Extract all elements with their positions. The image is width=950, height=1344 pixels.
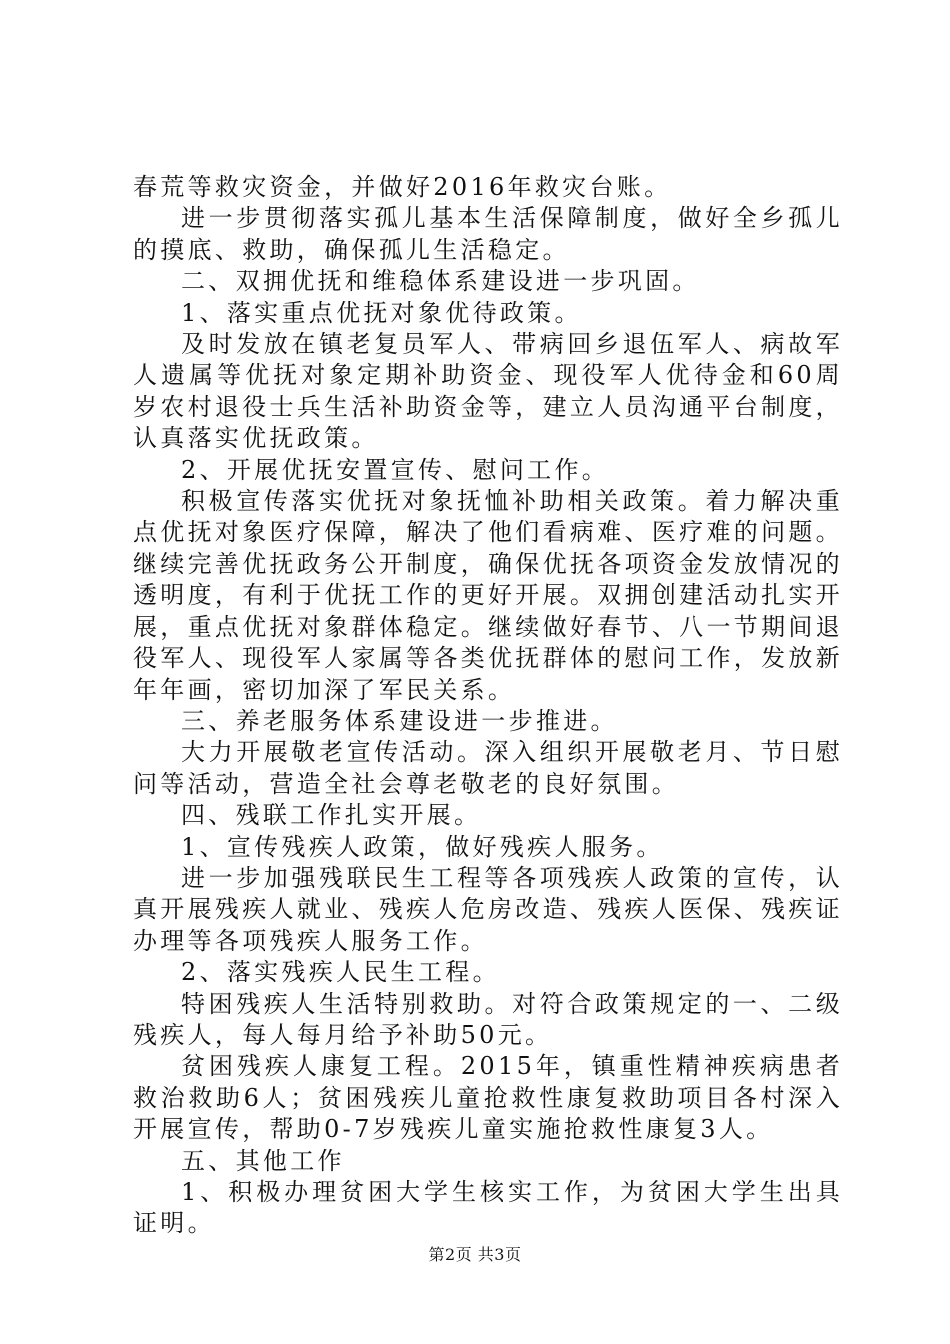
section-heading-5: 五、其他工作: [181, 1146, 345, 1175]
subheading-2-1: 1、落实重点优抚对象优待政策。: [181, 298, 582, 327]
section-heading-3: 三、养老服务体系建设进一步推进。: [181, 706, 618, 735]
paragraph-subsidy-release: 及时发放在镇老复员军人、带病回乡退伍军人、病故军人遗属等优抚对象定期补助资金、现役军人优待金和60周岁农村退役士兵生活补助资金等，建立人员沟通平台制度，认真落实优抚政策。: [133, 330, 843, 453]
paragraph-orphan-support: 进一步贯彻落实孤儿基本生活保障制度，做好全乡孤儿的摸底、救助，确保孤儿生活稳定。: [133, 204, 843, 264]
subheading-5-1: 1、积极办理贫困大学生核实工作，为贫困大学生出具证明。: [133, 1178, 843, 1238]
subheading-4-1: 1、宣传残疾人政策，做好残疾人服务。: [181, 832, 664, 861]
paragraph-continuation: 春荒等救灾资金，并做好2016年救灾台账。: [133, 173, 672, 201]
section-heading-4: 四、残联工作扎实开展。: [181, 801, 482, 830]
page-number: 第2页 共3页: [428, 1245, 522, 1264]
paragraph-elderly-respect: 大力开展敬老宣传活动。深入组织开展敬老月、节日慰问等活动，营造全社会尊老敬老的良好氛围。: [133, 738, 843, 798]
paragraph-rehabilitation: 贫困残疾人康复工程。2015年，镇重性精神疾病患者救治救助6人；贫困残疾儿童抢救性康复救助项目各村深入开展宣传，帮助0-7岁残疾儿童实施抢救性康复3人。: [133, 1052, 843, 1144]
document-body: [133, 172, 843, 1240]
subheading-2-2: 2、开展优抚安置宣传、慰问工作。: [181, 455, 610, 484]
subheading-4-2: 2、落实残疾人民生工程。: [181, 958, 500, 987]
page-footer: [0, 1245, 950, 1265]
paragraph-disability-services: 进一步加强残联民生工程等各项残疾人政策的宣传，认真开展残疾人就业、残疾人危房改造、残疾人医保、残疾证办理等各项残疾人服务工作。: [133, 863, 843, 955]
paragraph-publicity-visits: 积极宣传落实优抚对象抚恤补助相关政策。着力解决重点优抚对象医疗保障，解决了他们看病难、医疗难的问题。继续完善优抚政务公开制度，确保优抚各项资金发放情况的透明度，有利于优抚工作的更好开展。双拥创建活动扎实开展，重点优抚对象群体稳定。继续做好春节、八一节期间退役军人、现役军人家属等各类优抚群体的慰问工作，发放新年年画，密切加深了军民关系。: [133, 487, 843, 704]
section-heading-2: 二、双拥优抚和维稳体系建设进一步巩固。: [181, 267, 700, 296]
paragraph-special-assistance: 特困残疾人生活特别救助。对符合政策规定的一、二级残疾人，每人每月给予补助50元。: [133, 989, 843, 1049]
